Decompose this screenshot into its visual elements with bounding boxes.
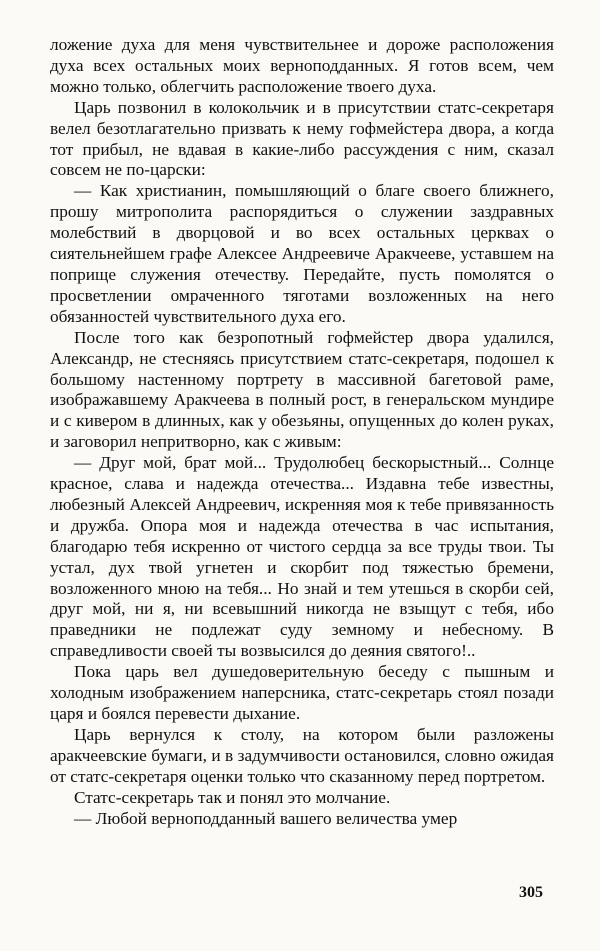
paragraph-8: Статс-секретарь так и понял это молчание. <box>74 787 391 807</box>
paragraph-6: Пока царь вел душедоверительную беседу с пышным и холодным изображением наперсника, статс-секретарь стоял позади царя и боялся перевести дыхание. <box>50 662 554 723</box>
page-number: 305 <box>519 884 543 901</box>
page-text <box>50 35 554 829</box>
paragraph-2: Царь позвонил в колокольчик и в присутствии статс-секретаря велел безотлагательно призвать к нему гофмейстера двора, а когда тот прибыл, не вдавая в какие-либо рассуждения с ним, сказал совсем не по-царски: <box>50 97 554 180</box>
paragraph-3: — Как христианин, помышляющий о благе своего ближнего, прошу митрополита распорядиться о служении заздравных молебствий в дворцовой и во всех остальных церквах о сиятельнейшем графе Алексее Андреевиче Аракчееве, уставшем на поприще служения отечеству. Передайте, пусть помолятся о просветлении омраченного тяготами возложенных на него обязанностей чувствительного духа его. <box>50 181 554 326</box>
paragraph-4: После того как безропотный гофмейстер двора удалился, Александр, не стесняясь присутствием статс-секретаря, подошел к большому настенному портрету в массивной багетовой раме, изображавшему Аракчеева в полный рост, в генеральском мундире и с кивером в длинных, как у обезьяны, опущенных до колен руках, и заговорил непритворно, как с живым: <box>50 327 554 452</box>
paragraph-7: Царь вернулся к столу, на котором были разложены аракчеевские бумаги, и в задумчивости остановился, словно ожидая от статс-секретаря оценки только что сказанному перед портретом. <box>50 724 554 786</box>
paragraph-9: — Любой верноподданный вашего величества умер <box>74 808 458 828</box>
paragraph-1: ложение духа для меня чувствительнее и дороже расположения духа всех остальных моих верноподданных. Я готов всем, чем можно только, облегчить расположение твоего духа. <box>50 35 554 96</box>
paragraph-5: — Друг мой, брат мой... Трудолюбец бескорыстный... Солнце красное, слава и надежда отечества... Издавна тебе известны, любезный Алексей Андреевич, искренняя моя к тебе привязанность и дружба. Опора моя и надежда отечества в час испытания, благодарю тебя искренно от чистого сердца за все труды твои. Ты устал, дух твой угнетен и скорбит под тяжестью бремени, возложенного мною на тебя... Но знай и тем утешься в скорби сей, друг мой, ни я, ни всевышний никогда не взыщут с тебя, ибо праведники не подлежат суду земному и небесному. В справедливости своей ты возвысился до деяния святого!.. <box>50 453 554 661</box>
